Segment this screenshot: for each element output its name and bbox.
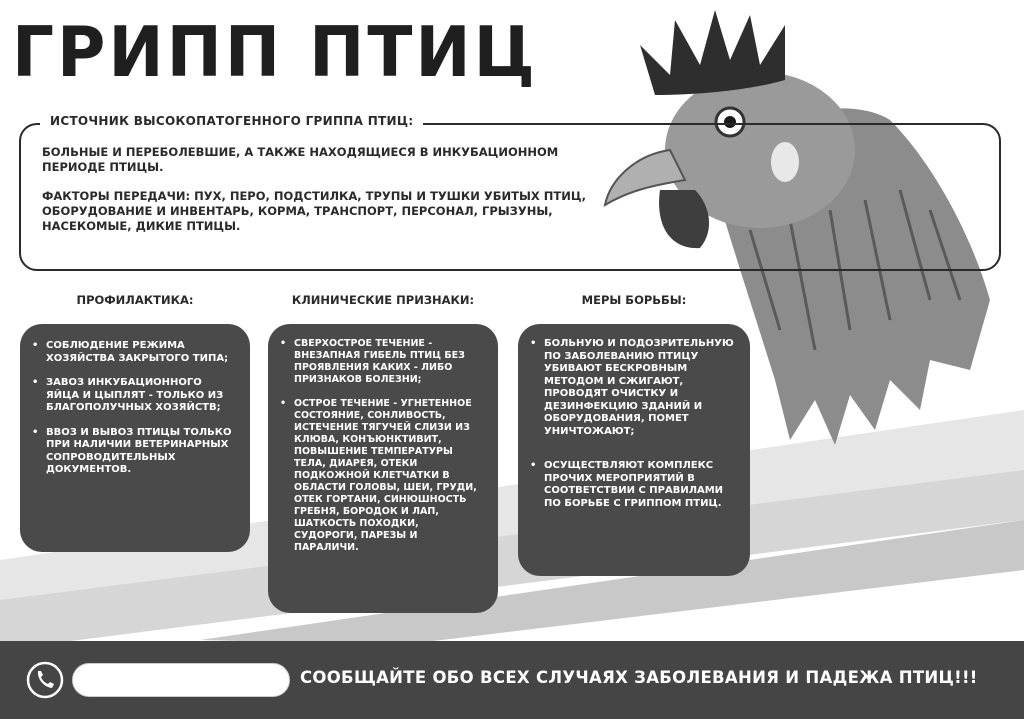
prevention-card [20,324,250,552]
footer-text: СООБЩАЙТЕ ОБО ВСЕХ СЛУЧАЯХ ЗАБОЛЕВАНИЯ И ПАДЕЖА ПТИЦ!!! [300,668,978,687]
signs-heading: КЛИНИЧЕСКИЕ ПРИЗНАКИ: [291,293,475,307]
measures-item: • БОЛЬНУЮ И ПОДОЗРИТЕЛЬНУЮ ПО ЗАБОЛЕВАНИЮ ПТИЦУ УБИВАЮТ БЕСКРОВНЫМ МЕТОДОМ И СЖИГАЮТ, ПРОВОДЯТ ОЧИСТКУ И ДЕЗИНФЕКЦИЮ ЗДАНИЙ И ОБОРУДОВАНИЯ, ПОМЕТ УНИЧТОЖАЮТ; [544,338,736,438]
phone-number-field [72,663,290,697]
signs-item: • СВЕРХОСТРОЕ ТЕЧЕНИЕ - ВНЕЗАПНАЯ ГИБЕЛЬ ПТИЦ БЕЗ ПРОЯВЛЕНИЯ КАКИХ - ЛИБО ПРИЗНАКОВ БОЛЕЗНИ; [294,338,484,386]
source-text [42,145,602,248]
phone-icon [26,661,64,699]
measures-card [518,324,750,576]
source-paragraph-2: ФАКТОРЫ ПЕРЕДАЧИ: ПУХ, ПЕРО, ПОДСТИЛКА, ТРУПЫ И ТУШКИ УБИТЫХ ПТИЦ, ОБОРУДОВАНИЕ И ИНВЕНТАРЬ, КОРМА, ТРАНСПОРТ, ПЕРСОНАЛ, ГРЫЗУНЫ, НАСЕКОМЫЕ, ДИКИЕ ПТИЦЫ. [42,189,586,233]
prevention-item: • ВВОЗ И ВЫВОЗ ПТИЦЫ ТОЛЬКО ПРИ НАЛИЧИИ ВЕТЕРИНАРНЫХ СОПРОВОДИТЕЛЬНЫХ ДОКУМЕНТОВ. [46,427,236,477]
measures-heading: МЕРЫ БОРЬБЫ: [581,293,687,307]
page-title: ГРИПП ПТИЦ [12,12,538,93]
signs-card [268,324,498,613]
prevention-item: • ЗАВОЗ ИНКУБАЦИОННОГО ЯЙЦА И ЦЫПЛЯТ - ТОЛЬКО ИЗ БЛАГОПОЛУЧНЫХ ХОЗЯЙСТВ; [46,377,236,415]
source-paragraph-1: БОЛЬНЫЕ И ПЕРЕБОЛЕВШИЕ, А ТАКЖЕ НАХОДЯЩИЕСЯ В ИНКУБАЦИОННОМ ПЕРИОДЕ ПТИЦЫ. [42,145,559,174]
source-heading: ИСТОЧНИК ВЫСОКОПАТОГЕННОГО ГРИППА ПТИЦ: [40,114,423,128]
prevention-item: • СОБЛЮДЕНИЕ РЕЖИМА ХОЗЯЙСТВА ЗАКРЫТОГО ТИПА; [46,340,236,365]
measures-item: • ОСУЩЕСТВЛЯЮТ КОМПЛЕКС ПРОЧИХ МЕРОПРИЯТИЙ В СООТВЕТСТВИИ С ПРАВИЛАМИ ПО БОРЬБЕ С ГРИППОМ ПТИЦ. [544,460,736,510]
signs-item: • ОСТРОЕ ТЕЧЕНИЕ - УГНЕТЕННОЕ СОСТОЯНИЕ, СОНЛИВОСТЬ, ИСТЕЧЕНИЕ ТЯГУЧЕЙ СЛИЗИ ИЗ КЛЮВА, КОНЪЮНКТИВИТ, ПОВЫШЕНИЕ ТЕМПЕРАТУРЫ ТЕЛА, ДИАРЕЯ, ОТЕКИ ПОДКОЖНОЙ КЛЕТЧАТКИ В ОБЛАСТИ ГОЛОВЫ, ШЕИ, ГРУДИ, ОТЕК ГОРТАНИ, СИНЮШНОСТЬ ГРЕБНЯ, БОРОДОК И ЛАП, ШАТКОСТЬ ПОХОДКИ, СУДОРОГИ, ПАРЕЗЫ И ПАРАЛИЧИ. [294,398,484,554]
prevention-heading: ПРОФИЛАКТИКА: [76,293,194,307]
